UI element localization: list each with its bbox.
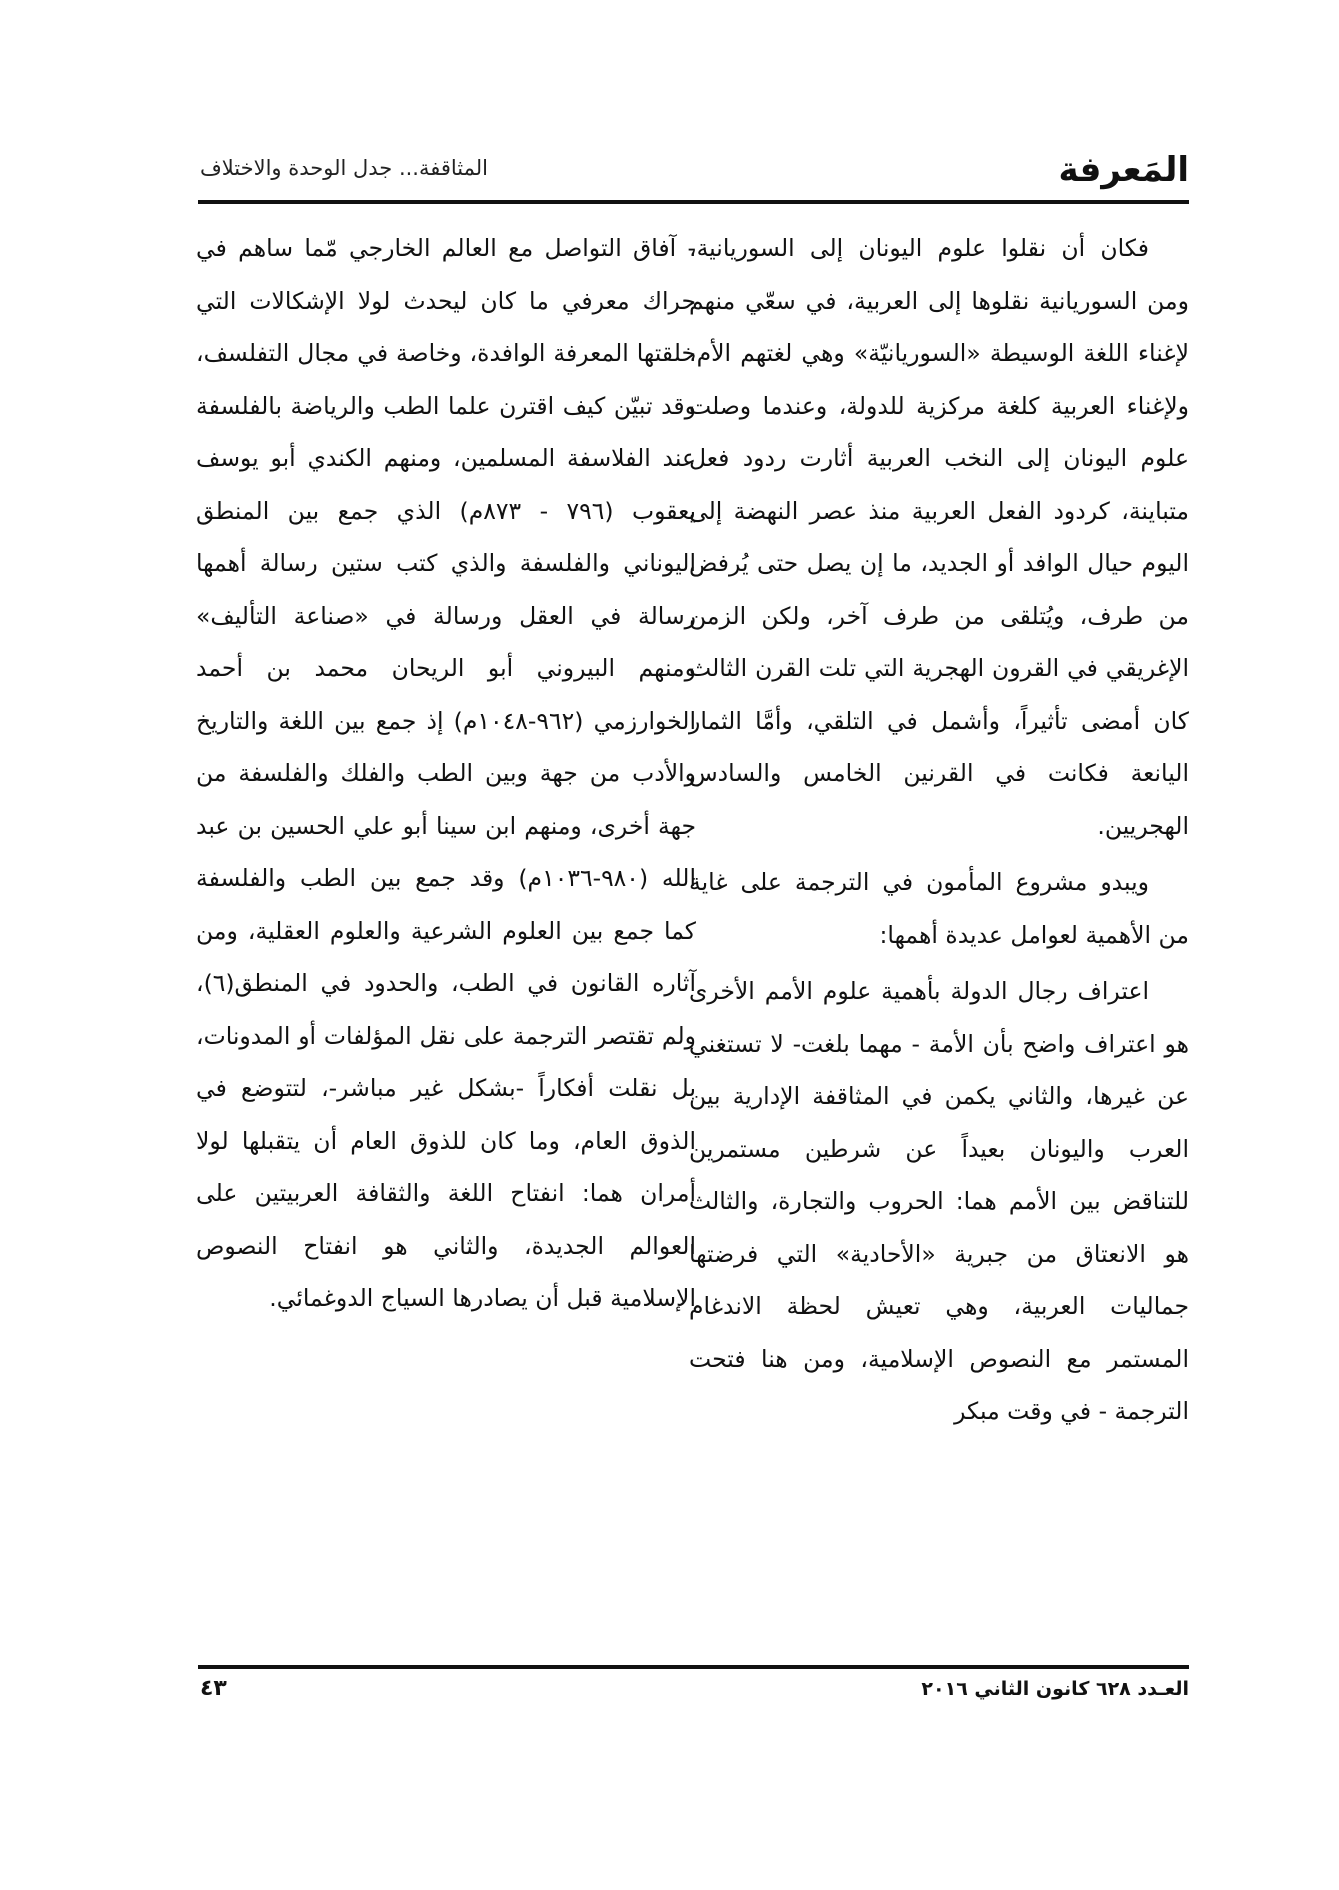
right-paragraph-1: فكان أن نقلوا علوم اليونان إلى السوريانية، ومن السوريانية نقلوها إلى العربية، في سعّي منهم لإغناء اللغة الوسيطة «السوريانيّة» وهي لغتهم الأم، ولإغناء العربية كلغة مركزية للدولة، وعندما وصلت علوم اليونان إلى النخب العربية أثارت ردود فعل متباينة، كردود الفعل العربية منذ عصر النهضة إلى اليوم حيال الوافد أو الجديد، ما إن يصل حتى يُرفض من طرف، ويُتلقى من طرف آخر، ولكن الزمن الإغريقي في القرون الهجرية التي تلت القرن الثالث كان أمضى تأثيراً، وأشمل في التلقي، وأمَّا الثمار اليانعة فكانت في القرنين الخامس والسادس الهجريين. [689,234,1189,840]
page-number: ٤٣ [200,1676,227,1701]
right-paragraph-3: اعتراف رجال الدولة بأهمية علوم الأمم الأخرى هو اعتراف واضح بأن الأمة - مهما بلغت- لا تستغني عن غيرها، والثاني يكمن في المثاقفة الإدارية بين العرب واليونان بعيداً عن شرطين مستمرين للتناقض بين الأمم هما: الحروب والتجارة، والثالث هو الانعتاق من جبرية «الأحادية» التي فرضتها جماليات العربية، وهي تعيش لحظة الاندغام المستمر مع النصوص الإسلامية، ومن هنا فتحت الترجمة - في وقت مبكر [689,977,1189,1425]
header-rule [198,200,1189,204]
right-column [689,222,1189,1652]
magazine-logo: المَعرفة [1058,150,1189,190]
left-column [196,222,696,1652]
running-title: المثاقفة... جدل الوحدة والاختلاف [200,156,489,180]
right-paragraph-2: ويبدو مشروع المأمون في الترجمة على غاية من الأهمية لعوامل عديدة أهمها: [689,868,1189,949]
issue-info: العـدد ٦٢٨ كانون الثاني ٢٠١٦ [921,1678,1189,1700]
left-paragraph-1: - آفاق التواصل مع العالم الخارجي مّما ساهم في حراك معرفي ما كان ليحدث لولا الإشكالات التي خلقتها المعرفة الوافدة، وخاصة في مجال التفلسف، وقد تبيّن كيف اقترن علما الطب والرياضة بالفلسفة عند الفلاسفة المسلمين، ومنهم الكندي أبو يوسف يعقوب (٧٩٦ - ٨٧٣م) الذي جمع بين المنطق اليوناني والفلسفة والذي كتب ستين رسالة أهمها رسالة في العقل ورسالة في «صناعة التأليف» ومنهم البيروني أبو الريحان محمد بن أحمد الخوارزمي (٩٦٢-١٠٤٨م) إذ جمع بين اللغة والتاريخ والأدب من جهة وبين الطب والفلك والفلسفة من جهة أخرى، ومنهم ابن سينا أبو علي الحسين بن عبد الله (٩٨٠-١٠٣٦م) وقد جمع بين الطب والفلسفة كما جمع بين العلوم الشرعية والعلوم العقلية، ومن آثاره القانون في الطب، والحدود في المنطق(٦)، ولم تقتصر الترجمة على نقل المؤلفات أو المدونات، بل نقلت أفكاراً -بشكل غير مباشر-، لتتوضع في الذوق العام، وما كان للذوق العام أن يتقبلها لولا أمران هما: انفتاح اللغة والثقافة العربيتين على العوالم الجديدة، والثاني هو انفتاح النصوص الإسلامية قبل أن يصادرها السياج الدوغمائي. [196,234,697,1312]
footer-rule [198,1665,1189,1669]
